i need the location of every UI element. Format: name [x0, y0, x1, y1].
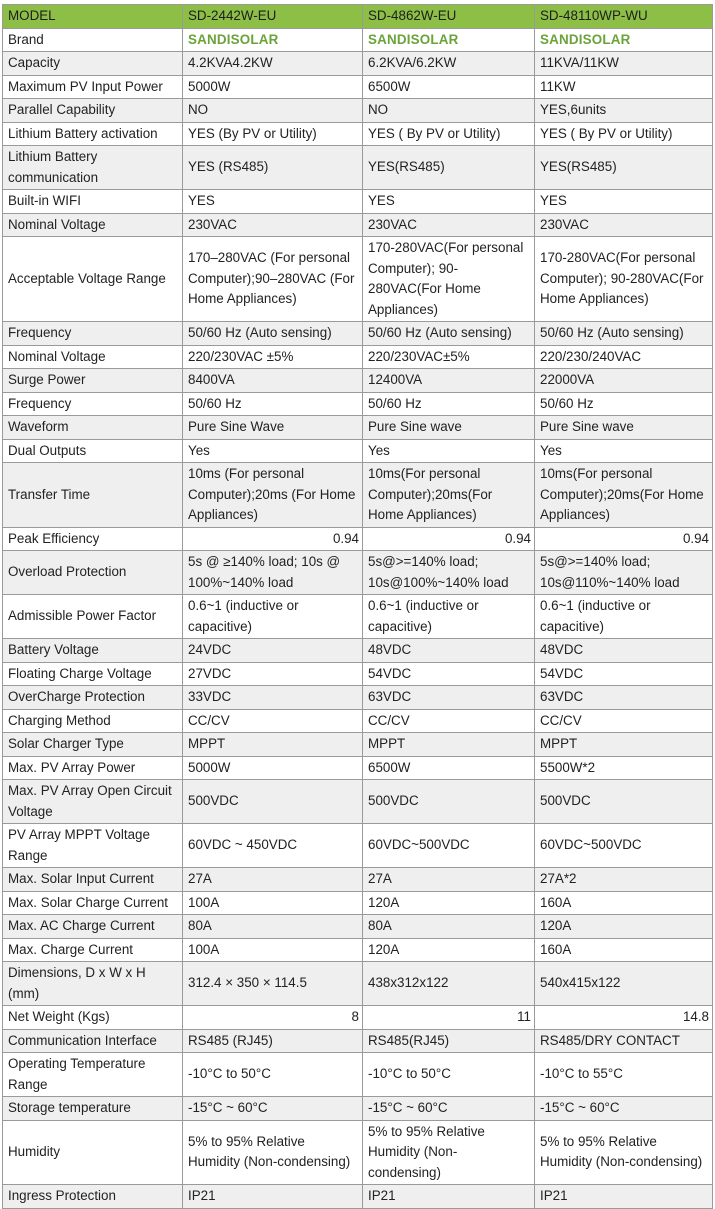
table-row — [3, 686, 713, 710]
spec-value-model-2: 80A — [363, 915, 535, 939]
spec-value-model-3: 11KVA/11KW — [535, 52, 713, 76]
row-label: Battery Voltage — [3, 639, 183, 663]
table-row — [3, 733, 713, 757]
row-label: Admissible Power Factor — [3, 595, 183, 639]
spec-value-model-3: 50/60 Hz — [535, 392, 713, 416]
table-row — [3, 1120, 713, 1185]
spec-value-model-2: 5s@>=140% load; 10s@100%~140% load — [363, 551, 535, 595]
spec-value-model-1: -15°C ~ 60°C — [183, 1097, 363, 1121]
spec-value-model-2: 6.2KVA/6.2KW — [363, 52, 535, 76]
spec-value-model-2: 63VDC — [363, 686, 535, 710]
spec-value-model-2: RS485(RJ45) — [363, 1029, 535, 1053]
spec-value-model-2: -10°C to 50°C — [363, 1053, 535, 1097]
table-row — [3, 891, 713, 915]
row-label: Max. PV Array Open Circuit Voltage — [3, 780, 183, 824]
table-row — [3, 322, 713, 346]
spec-value-model-3: 220/230/240VAC — [535, 345, 713, 369]
table-row — [3, 75, 713, 99]
spec-value-model-3: 160A — [535, 938, 713, 962]
table-row — [3, 595, 713, 639]
spec-value-model-1: 5% to 95% Relative Humidity (Non-condensing) — [183, 1120, 363, 1185]
header-cell-model-1: SD-2442W-EU — [183, 5, 363, 29]
spec-value-model-3: YES,6units — [535, 99, 713, 123]
spec-value-model-1: 5000W — [183, 75, 363, 99]
spec-value-model-1: YES (By PV or Utility) — [183, 122, 363, 146]
table-row — [3, 551, 713, 595]
spec-value-model-1: 500VDC — [183, 780, 363, 824]
row-label: Charging Method — [3, 709, 183, 733]
spec-value-model-3: 27A*2 — [535, 868, 713, 892]
row-label: OverCharge Protection — [3, 686, 183, 710]
table-row — [3, 439, 713, 463]
row-label: Storage temperature — [3, 1097, 183, 1121]
spec-value-model-3: MPPT — [535, 733, 713, 757]
row-label: Overload Protection — [3, 551, 183, 595]
spec-value-model-2: 170-280VAC(For personal Computer); 90-280VAC(For Home Appliances) — [363, 237, 535, 322]
row-label: Peak Efficiency — [3, 527, 183, 551]
spec-value-model-2: 48VDC — [363, 639, 535, 663]
spec-value-model-2: 0.6~1 (inductive or capacitive) — [363, 595, 535, 639]
row-label: Frequency — [3, 322, 183, 346]
spec-value-model-3: 5s@>=140% load; 10s@110%~140% load — [535, 551, 713, 595]
spec-value-model-3: 170-280VAC(For personal Computer); 90-280VAC(For Home Appliances) — [535, 237, 713, 322]
spec-value-model-1: 33VDC — [183, 686, 363, 710]
row-label: Ingress Protection — [3, 1185, 183, 1209]
spec-value-model-1: 60VDC ~ 450VDC — [183, 824, 363, 868]
spec-value-model-1: 100A — [183, 891, 363, 915]
spec-value-model-3: Pure Sine wave — [535, 416, 713, 440]
spec-value-model-2: 6500W — [363, 75, 535, 99]
spec-value-model-3: 0.94 — [535, 527, 713, 551]
spec-value-model-3: 230VAC — [535, 213, 713, 237]
spec-value-model-3: YES — [535, 190, 713, 214]
row-label: Transfer Time — [3, 463, 183, 528]
row-label: Waveform — [3, 416, 183, 440]
spec-value-model-3: 540x415x122 — [535, 962, 713, 1006]
table-row — [3, 99, 713, 123]
table-row — [3, 392, 713, 416]
table-row — [3, 213, 713, 237]
spec-value-model-2: 10ms(For personal Computer);20ms(For Home Appliances) — [363, 463, 535, 528]
spec-value-model-2: 220/230VAC±5% — [363, 345, 535, 369]
spec-value-model-1: 0.94 — [183, 527, 363, 551]
row-label: PV Array MPPT Voltage Range — [3, 824, 183, 868]
table-row — [3, 463, 713, 528]
spec-value-model-1: 170–280VAC (For personal Computer);90–280VAC (For Home Appliances) — [183, 237, 363, 322]
spec-value-model-1: YES — [183, 190, 363, 214]
spec-value-model-3: 14.8 — [535, 1006, 713, 1030]
table-row — [3, 662, 713, 686]
spec-value-model-2: SANDISOLAR — [363, 28, 535, 52]
spec-value-model-1: 220/230VAC ±5% — [183, 345, 363, 369]
table-row — [3, 780, 713, 824]
table-row — [3, 237, 713, 322]
spec-value-model-1: NO — [183, 99, 363, 123]
spec-value-model-2: 54VDC — [363, 662, 535, 686]
spec-value-model-3: IP21 — [535, 1185, 713, 1209]
table-row — [3, 527, 713, 551]
row-label: Floating Charge Voltage — [3, 662, 183, 686]
header-cell-model: MODEL — [3, 5, 183, 29]
table-row — [3, 639, 713, 663]
row-label: Communication Interface — [3, 1029, 183, 1053]
spec-value-model-2: IP21 — [363, 1185, 535, 1209]
spec-value-model-1: SANDISOLAR — [183, 28, 363, 52]
table-row — [3, 416, 713, 440]
spec-value-model-1: 5s @ ≥140% load; 10s @ 100%~140% load — [183, 551, 363, 595]
row-label: Nominal Voltage — [3, 345, 183, 369]
table-row — [3, 1029, 713, 1053]
spec-value-model-2: 120A — [363, 938, 535, 962]
spec-value-model-3: 160A — [535, 891, 713, 915]
table-row — [3, 915, 713, 939]
spec-value-model-3: RS485/DRY CONTACT — [535, 1029, 713, 1053]
row-label: Built-in WIFI — [3, 190, 183, 214]
row-label: Lithium Battery communication — [3, 146, 183, 190]
table-row — [3, 938, 713, 962]
spec-value-model-2: YES ( By PV or Utility) — [363, 122, 535, 146]
spec-value-model-2: 0.94 — [363, 527, 535, 551]
spec-value-model-1: -10°C to 50°C — [183, 1053, 363, 1097]
spec-value-model-2: 500VDC — [363, 780, 535, 824]
spec-value-model-1: 27A — [183, 868, 363, 892]
spec-value-model-1: 8 — [183, 1006, 363, 1030]
spec-value-model-2: 120A — [363, 891, 535, 915]
spec-value-model-2: -15°C ~ 60°C — [363, 1097, 535, 1121]
row-label: Max. PV Array Power — [3, 756, 183, 780]
spec-value-model-1: CC/CV — [183, 709, 363, 733]
table-row — [3, 756, 713, 780]
table-row — [3, 709, 713, 733]
row-label: Max. AC Charge Current — [3, 915, 183, 939]
table-row — [3, 28, 713, 52]
spec-value-model-2: NO — [363, 99, 535, 123]
spec-value-model-3: 10ms(For personal Computer);20ms(For Home Appliances) — [535, 463, 713, 528]
spec-value-model-2: MPPT — [363, 733, 535, 757]
spec-value-model-3: 54VDC — [535, 662, 713, 686]
spec-value-model-2: YES(RS485) — [363, 146, 535, 190]
table-header-row — [3, 5, 713, 29]
spec-value-model-3: -15°C ~ 60°C — [535, 1097, 713, 1121]
row-label: Solar Charger Type — [3, 733, 183, 757]
spec-value-model-1: Yes — [183, 439, 363, 463]
spec-value-model-3: 500VDC — [535, 780, 713, 824]
spec-table — [2, 4, 713, 1209]
spec-value-model-2: YES — [363, 190, 535, 214]
table-row — [3, 1185, 713, 1209]
spec-value-model-2: 50/60 Hz — [363, 392, 535, 416]
header-cell-model-3: SD-48110WP-WU — [535, 5, 713, 29]
row-label: Brand — [3, 28, 183, 52]
spec-value-model-1: MPPT — [183, 733, 363, 757]
spec-value-model-2: CC/CV — [363, 709, 535, 733]
row-label: Parallel Capability — [3, 99, 183, 123]
spec-value-model-2: 60VDC~500VDC — [363, 824, 535, 868]
spec-value-model-2: 11 — [363, 1006, 535, 1030]
table-row — [3, 1006, 713, 1030]
row-label: Maximum PV Input Power — [3, 75, 183, 99]
spec-value-model-2: 5% to 95% Relative Humidity (Non-condensing) — [363, 1120, 535, 1185]
spec-value-model-3: 48VDC — [535, 639, 713, 663]
table-row — [3, 52, 713, 76]
spec-value-model-2: 12400VA — [363, 369, 535, 393]
spec-value-model-1: RS485 (RJ45) — [183, 1029, 363, 1053]
spec-value-model-1: 8400VA — [183, 369, 363, 393]
table-row — [3, 345, 713, 369]
spec-value-model-1: 10ms (For personal Computer);20ms (For Home Appliances) — [183, 463, 363, 528]
spec-value-model-2: 6500W — [363, 756, 535, 780]
spec-value-model-2: 438x312x122 — [363, 962, 535, 1006]
row-label: Operating Temperature Range — [3, 1053, 183, 1097]
spec-value-model-3: 0.6~1 (inductive or capacitive) — [535, 595, 713, 639]
spec-value-model-1: 0.6~1 (inductive or capacitive) — [183, 595, 363, 639]
spec-value-model-2: Yes — [363, 439, 535, 463]
spec-value-model-3: -10°C to 55°C — [535, 1053, 713, 1097]
row-label: Humidity — [3, 1120, 183, 1185]
spec-value-model-3: 11KW — [535, 75, 713, 99]
spec-value-model-3: 5% to 95% Relative Humidity (Non-condensing) — [535, 1120, 713, 1185]
row-label: Net Weight (Kgs) — [3, 1006, 183, 1030]
spec-value-model-1: 27VDC — [183, 662, 363, 686]
table-row — [3, 1053, 713, 1097]
row-label: Capacity — [3, 52, 183, 76]
row-label: Max. Solar Input Current — [3, 868, 183, 892]
row-label: Nominal Voltage — [3, 213, 183, 237]
header-cell-model-2: SD-4862W-EU — [363, 5, 535, 29]
spec-value-model-2: 50/60 Hz (Auto sensing) — [363, 322, 535, 346]
spec-value-model-1: 230VAC — [183, 213, 363, 237]
table-body — [3, 28, 713, 1208]
spec-value-model-2: 27A — [363, 868, 535, 892]
spec-value-model-3: 60VDC~500VDC — [535, 824, 713, 868]
spec-value-model-2: Pure Sine wave — [363, 416, 535, 440]
spec-value-model-1: 4.2KVA4.2KW — [183, 52, 363, 76]
spec-value-model-2: 230VAC — [363, 213, 535, 237]
row-label: Max. Solar Charge Current — [3, 891, 183, 915]
table-row — [3, 962, 713, 1006]
spec-value-model-1: 24VDC — [183, 639, 363, 663]
spec-value-model-3: 63VDC — [535, 686, 713, 710]
table-row — [3, 190, 713, 214]
spec-value-model-3: Yes — [535, 439, 713, 463]
table-row — [3, 146, 713, 190]
table-row — [3, 369, 713, 393]
row-label: Dual Outputs — [3, 439, 183, 463]
row-label: Surge Power — [3, 369, 183, 393]
spec-value-model-1: 100A — [183, 938, 363, 962]
spec-value-model-3: YES(RS485) — [535, 146, 713, 190]
row-label: Lithium Battery activation — [3, 122, 183, 146]
spec-value-model-3: 22000VA — [535, 369, 713, 393]
row-label: Max. Charge Current — [3, 938, 183, 962]
table-row — [3, 824, 713, 868]
spec-value-model-3: 50/60 Hz (Auto sensing) — [535, 322, 713, 346]
row-label: Acceptable Voltage Range — [3, 237, 183, 322]
row-label: Dimensions, D x W x H (mm) — [3, 962, 183, 1006]
table-row — [3, 868, 713, 892]
spec-value-model-3: 5500W*2 — [535, 756, 713, 780]
spec-value-model-3: CC/CV — [535, 709, 713, 733]
spec-value-model-1: IP21 — [183, 1185, 363, 1209]
spec-value-model-1: 5000W — [183, 756, 363, 780]
spec-value-model-1: YES (RS485) — [183, 146, 363, 190]
row-label: Frequency — [3, 392, 183, 416]
spec-value-model-1: 50/60 Hz (Auto sensing) — [183, 322, 363, 346]
table-row — [3, 122, 713, 146]
spec-value-model-1: 312.4 × 350 × 114.5 — [183, 962, 363, 1006]
spec-value-model-1: 80A — [183, 915, 363, 939]
spec-value-model-1: 50/60 Hz — [183, 392, 363, 416]
spec-value-model-3: YES ( By PV or Utility) — [535, 122, 713, 146]
spec-value-model-1: Pure Sine Wave — [183, 416, 363, 440]
table-row — [3, 1097, 713, 1121]
spec-value-model-3: 120A — [535, 915, 713, 939]
spec-value-model-3: SANDISOLAR — [535, 28, 713, 52]
